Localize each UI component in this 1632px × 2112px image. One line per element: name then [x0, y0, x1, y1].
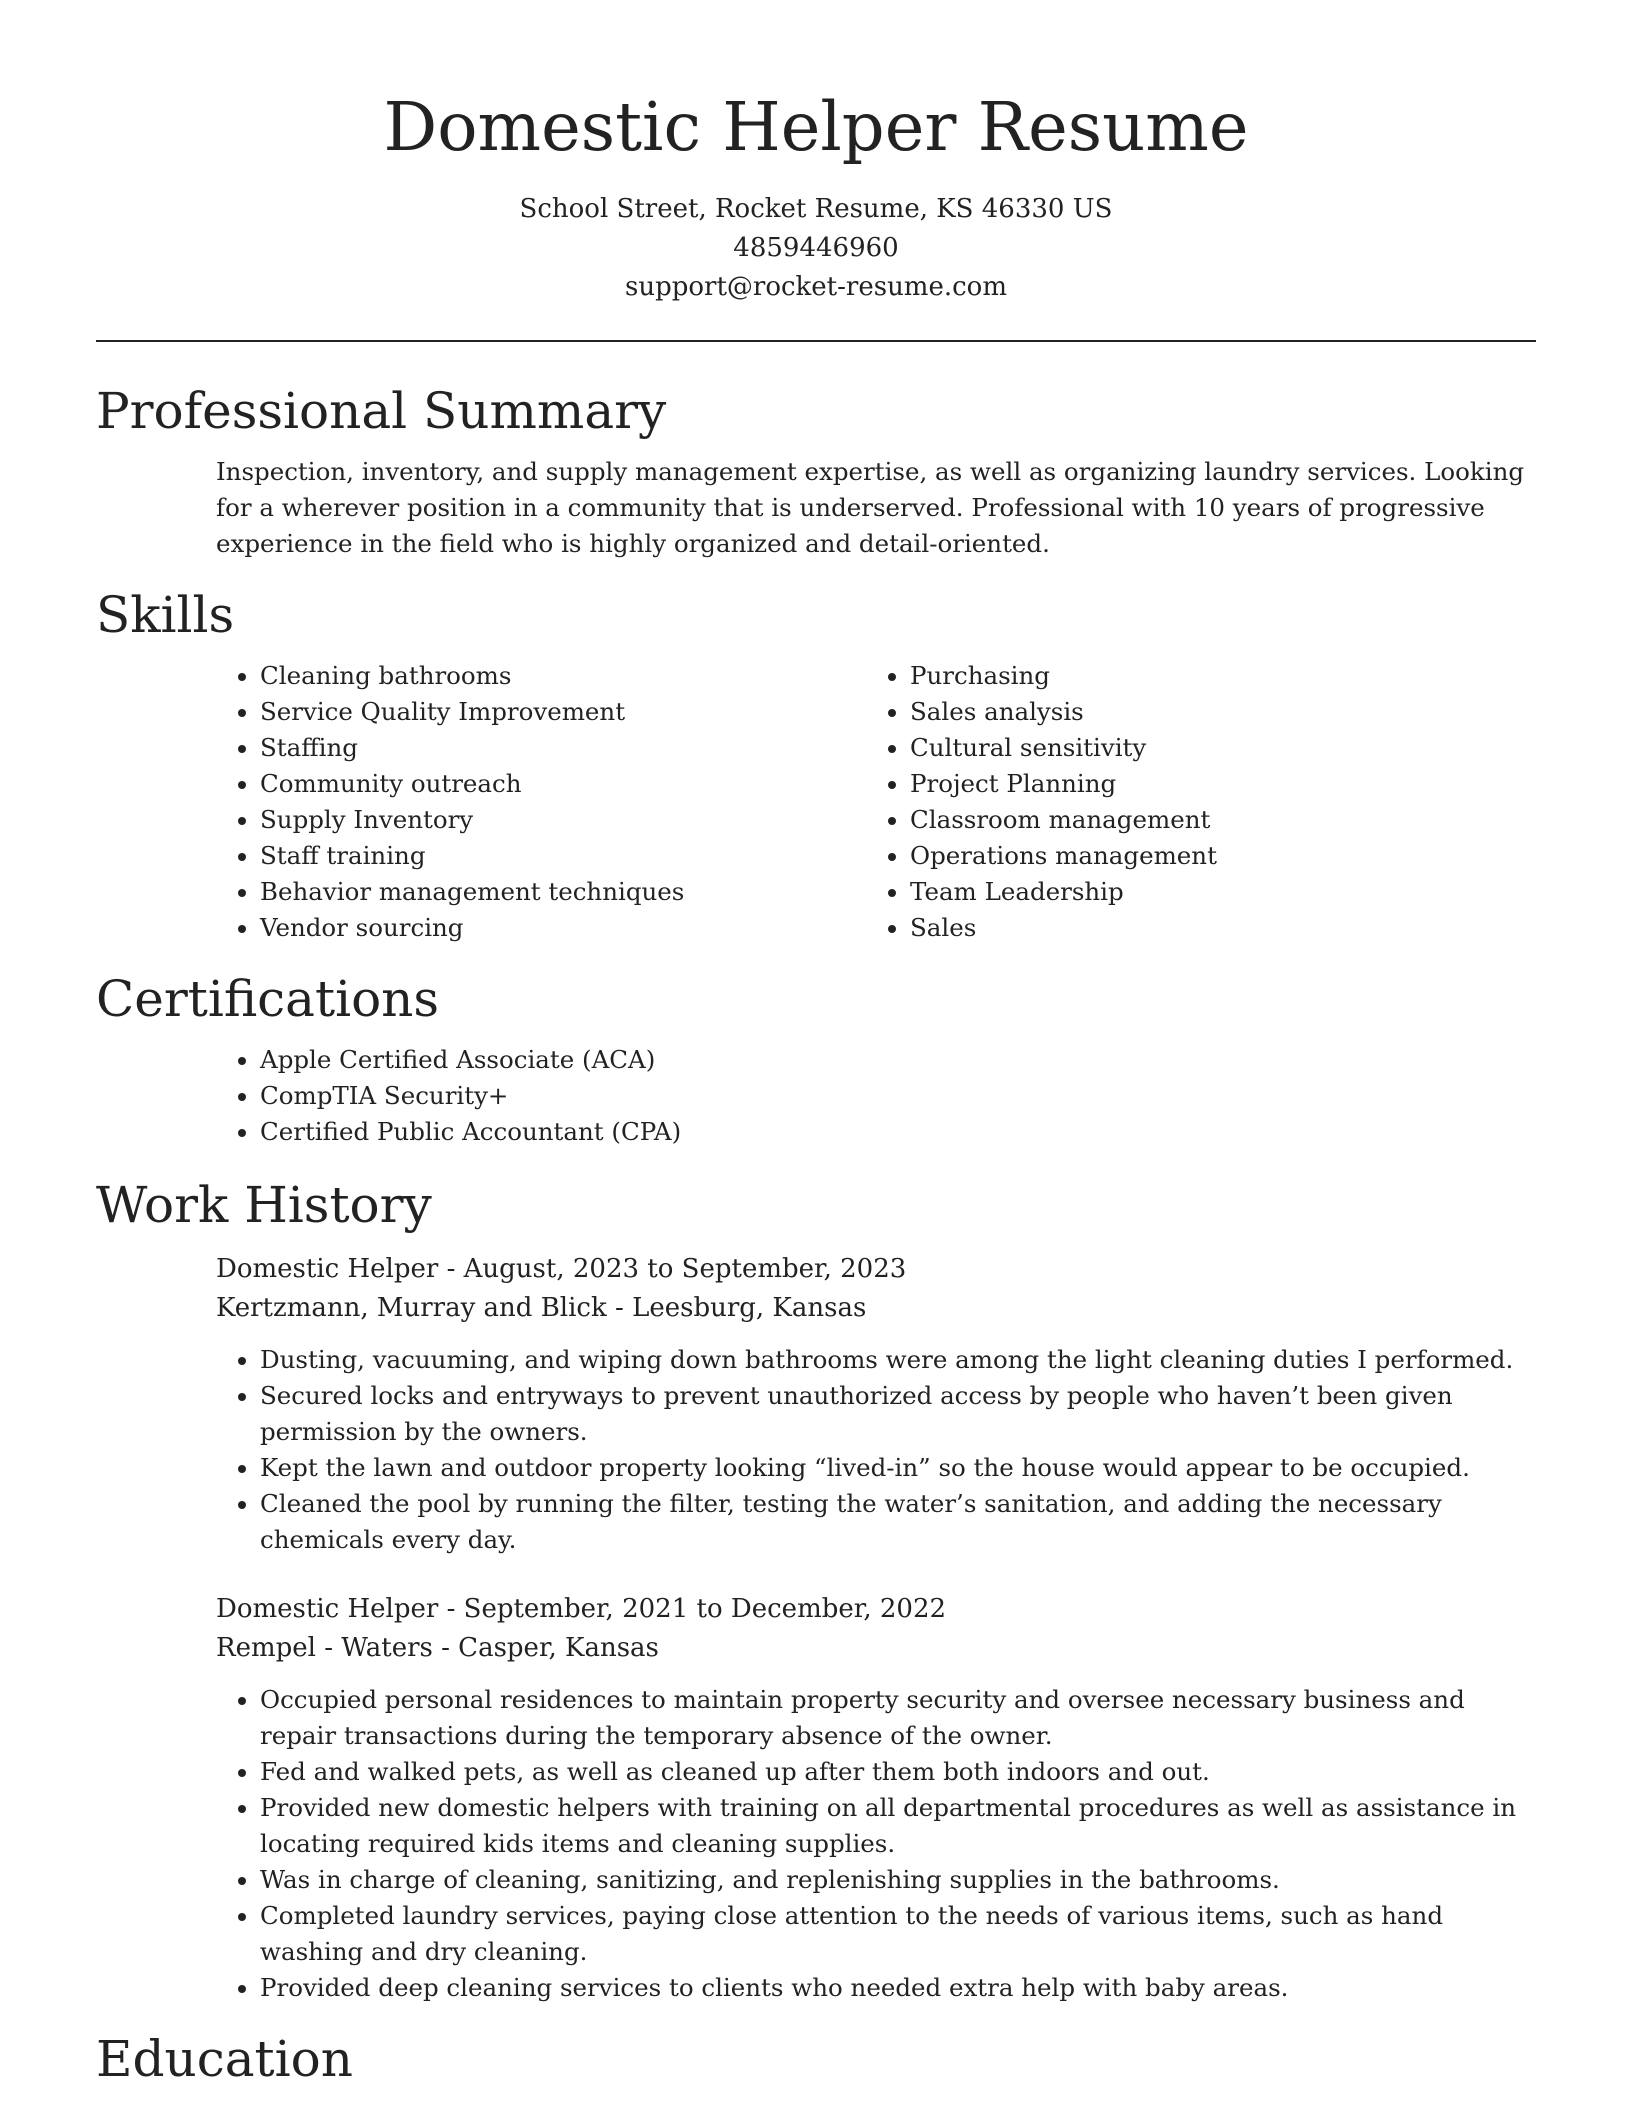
- job-duty: • Cleaned the pool by running the filter, testing the water’s sanitation, and adding the necessary chemicals every day.: [260, 1486, 1536, 1558]
- job-duty: • Fed and walked pets, as well as cleaned up after them both indoors and out.: [260, 1754, 1536, 1790]
- skill-item: • Cleaning bathrooms: [260, 658, 746, 694]
- job-duty: • Secured locks and entryways to prevent unauthorized access by people who haven’t been given permission by the owners.: [260, 1378, 1536, 1450]
- skill-item: • Staffing: [260, 730, 746, 766]
- job-entry: [96, 1250, 1536, 1558]
- education-heading: Education: [96, 2030, 353, 2088]
- skill-item: • Purchasing: [910, 658, 1396, 694]
- skill-item: • Project Planning: [910, 766, 1396, 802]
- skill-item: • Service Quality Improvement: [260, 694, 746, 730]
- contact-block: [96, 190, 1536, 307]
- certifications-heading: Certifications: [96, 970, 440, 1028]
- job-company-line: [216, 1629, 1536, 1668]
- resume-title: Domestic Helper Resume: [383, 88, 1249, 166]
- certification-item: • Apple Certified Associate (ACA): [260, 1042, 1536, 1078]
- job-title-line: [216, 1250, 1536, 1289]
- job-company: Kertzmann, Murray and Blick: [216, 1293, 607, 1323]
- skill-item: • Team Leadership: [910, 874, 1396, 910]
- certifications-list: [96, 1042, 1536, 1150]
- job-duties-list: [96, 1682, 1536, 2006]
- contact-email: support@rocket-resume.com: [624, 272, 1007, 302]
- skill-item: • Classroom management: [910, 802, 1396, 838]
- job-role: Domestic Helper: [216, 1594, 439, 1624]
- job-dates: - September, 2021 to December, 2022: [438, 1594, 947, 1624]
- job-role: Domestic Helper: [216, 1254, 439, 1284]
- job-location: - Casper, Kansas: [432, 1633, 659, 1663]
- skills-columns: [96, 658, 1536, 946]
- skill-item: • Community outreach: [260, 766, 746, 802]
- job-duty: • Kept the lawn and outdoor property looking “lived-in” so the house would appear to be occupied.: [260, 1450, 1536, 1486]
- skills-list-left: [96, 658, 746, 946]
- certification-item: • Certified Public Accountant (CPA): [260, 1114, 1536, 1150]
- job-duty: • Provided new domestic helpers with training on all departmental procedures as well as assistance in locating required kids items and cleaning supplies.: [260, 1790, 1536, 1862]
- job-title-line: [216, 1590, 1536, 1629]
- job-dates: - August, 2023 to September, 2023: [438, 1254, 907, 1284]
- resume-header: [96, 0, 1536, 307]
- job-duty: • Occupied personal residences to maintain property security and oversee necessary business and repair transactions during the temporary absence of the owner.: [260, 1682, 1536, 1754]
- job-duty: • Dusting, vacuuming, and wiping down bathrooms were among the light cleaning duties I performed.: [260, 1342, 1536, 1378]
- summary-heading: Professional Summary: [96, 382, 667, 440]
- skill-item: • Cultural sensitivity: [910, 730, 1396, 766]
- job-duty: • Completed laundry services, paying close attention to the needs of various items, such as hand washing and dry cleaning.: [260, 1898, 1536, 1970]
- skills-list-right: [746, 658, 1396, 946]
- skill-item: • Vendor sourcing: [260, 910, 746, 946]
- job-location: - Leesburg, Kansas: [606, 1293, 867, 1323]
- skill-item: • Sales analysis: [910, 694, 1396, 730]
- summary-text: Inspection, inventory, and supply management expertise, as well as organizing laundry services. Looking for a wherever position in a community that is underserved. Professional with 10 years of progressive experience in the field who is highly organized and detail-oriented.: [216, 457, 1525, 558]
- skills-heading: Skills: [96, 586, 235, 644]
- job-duty: • Provided deep cleaning services to clients who needed extra help with baby areas.: [260, 1970, 1536, 2006]
- contact-phone: 4859446960: [733, 233, 899, 263]
- skill-item: • Supply Inventory: [260, 802, 746, 838]
- header-divider: [96, 340, 1536, 342]
- work-history-heading: Work History: [96, 1176, 432, 1234]
- skill-item: • Staff training: [260, 838, 746, 874]
- job-company: Rempel - Waters: [216, 1633, 433, 1663]
- job-entry: [96, 1590, 1536, 2006]
- skill-item: • Sales: [910, 910, 1396, 946]
- skill-item: • Behavior management techniques: [260, 874, 746, 910]
- job-duty: • Was in charge of cleaning, sanitizing, and replenishing supplies in the bathrooms.: [260, 1862, 1536, 1898]
- job-company-line: [216, 1289, 1536, 1328]
- contact-address: School Street, Rocket Resume, KS 46330 US: [519, 194, 1113, 224]
- resume-page: [96, 0, 1536, 2090]
- certification-item: • CompTIA Security+: [260, 1078, 1536, 1114]
- job-duties-list: [96, 1342, 1536, 1558]
- skill-item: • Operations management: [910, 838, 1396, 874]
